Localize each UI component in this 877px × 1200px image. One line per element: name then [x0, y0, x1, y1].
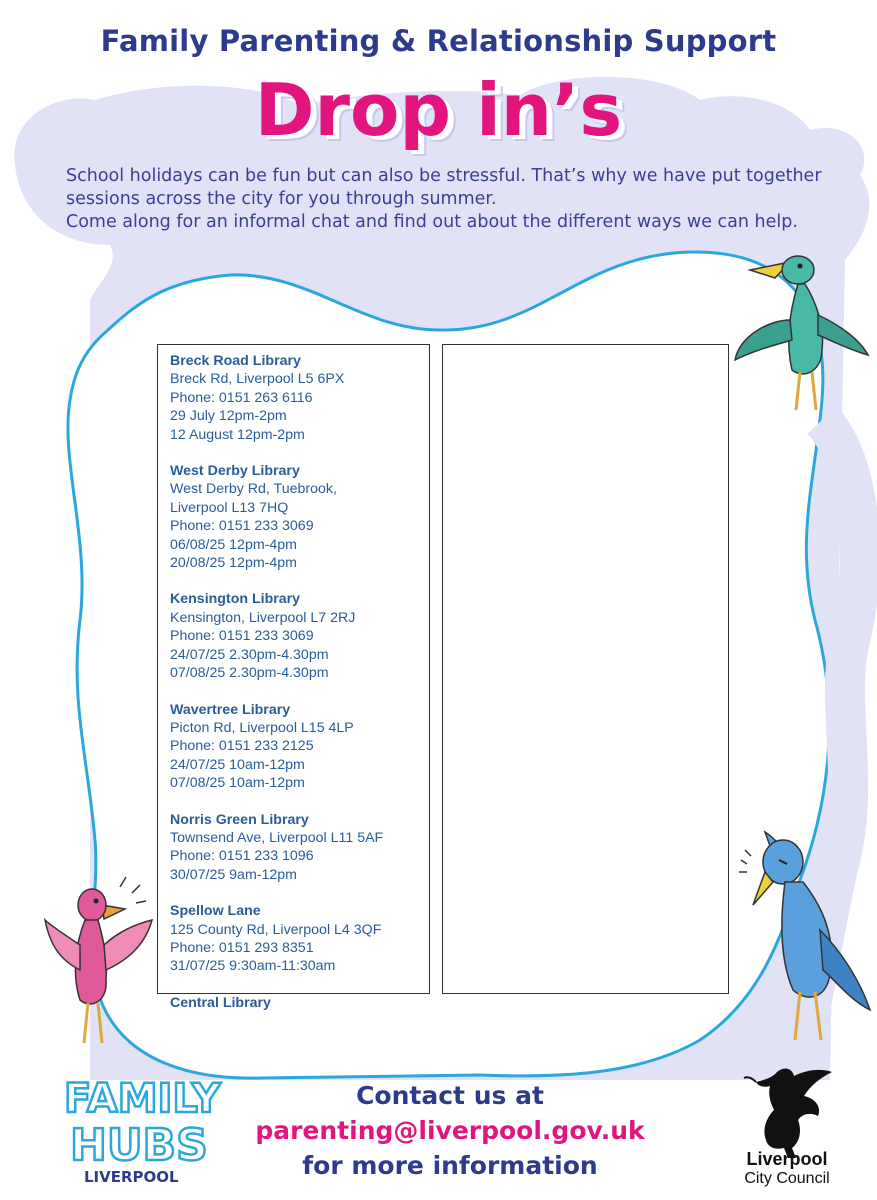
library-session: 31/07/25 9:30am-11:30am [170, 958, 336, 975]
blue-bird-illustration [735, 820, 875, 1050]
library-name: Spellow Lane [170, 903, 261, 920]
library-session: 06/08/25 12pm-4pm [170, 536, 297, 553]
council-name [712, 1150, 862, 1188]
library-phone: Phone: 0151 233 1096 [170, 848, 314, 865]
empty-panel [442, 344, 729, 994]
library-name: Central Library [170, 994, 271, 1011]
library-session: 20/08/25 12pm-4pm [170, 555, 297, 572]
contact-line: Contact us at [356, 1081, 544, 1110]
headline: Drop in’s [254, 68, 623, 152]
intro-text [66, 165, 836, 234]
library-entry [170, 352, 425, 444]
family-hubs-logo-text: HUBS [70, 1120, 208, 1171]
library-session: 12 August 12pm-2pm [170, 426, 305, 443]
library-phone: Phone: 0151 293 8351 [170, 939, 314, 956]
contact-email-link[interactable]: parenting@liverpool.gov.uk [255, 1116, 645, 1145]
library-entry [170, 462, 425, 572]
library-name: Breck Road Library [170, 353, 301, 369]
library-name: Wavertree Library [170, 701, 291, 718]
library-address: Breck Rd, Liverpool L5 6PX [170, 371, 345, 388]
family-hubs-logo-text: LIVERPOOL [84, 1168, 179, 1186]
library-phone: Phone: 0151 233 3069 [170, 518, 314, 535]
library-name: West Derby Library [170, 463, 300, 480]
library-list-panel[interactable] [157, 344, 430, 1011]
pink-bird-illustration [40, 875, 160, 1050]
library-session: 29 July 12pm-2pm [170, 408, 287, 425]
council-name-line-1: Liverpool [746, 1149, 828, 1169]
intro-paragraph-1: School holidays can be fun but can also be stressful. That’s why we have put together sessions across the city for you through summer. [66, 166, 822, 209]
family-hubs-logo-text: FAMILY [64, 1076, 221, 1122]
library-address: Townsend Ave, Liverpool L11 5AF [170, 829, 384, 846]
library-entry [170, 994, 425, 1012]
contact-line: for more information [302, 1151, 598, 1180]
library-session: 24/07/25 10am-12pm [170, 756, 305, 773]
library-phone: Phone: 0151 263 6116 [170, 389, 313, 406]
library-session: 07/08/25 2.30pm-4.30pm [170, 665, 329, 682]
library-address: Picton Rd, Liverpool L15 4LP [170, 719, 354, 736]
library-session: 07/08/25 10am-12pm [170, 775, 305, 792]
council-name-line-2: City Council [744, 1170, 830, 1187]
page-title: Family Parenting & Relationship Support [100, 24, 777, 58]
contact-block [220, 1078, 680, 1183]
library-address: West Derby Rd, Tuebrook, [170, 481, 337, 498]
intro-paragraph-2: Come along for an informal chat and find out about the different ways we can help. [66, 212, 798, 232]
library-entry [170, 811, 425, 885]
library-session: 30/07/25 9am-12pm [170, 866, 297, 883]
library-session: 24/07/25 2.30pm-4.30pm [170, 646, 329, 663]
family-hubs-logo [62, 1068, 221, 1186]
library-address: 125 County Rd, Liverpool L4 3QF [170, 921, 382, 938]
library-entry [170, 701, 425, 793]
library-phone: Phone: 0151 233 3069 [170, 628, 314, 645]
library-entry [170, 590, 425, 682]
teal-bird-illustration [730, 240, 870, 420]
library-address: Liverpool L13 7HQ [170, 499, 289, 516]
library-entries [170, 352, 425, 1030]
library-name: Kensington Library [170, 591, 301, 608]
library-address: Kensington, Liverpool L7 2RJ [170, 609, 356, 626]
library-phone: Phone: 0151 233 2125 [170, 738, 314, 755]
library-entry [170, 902, 425, 976]
library-name: Norris Green Library [170, 811, 309, 828]
